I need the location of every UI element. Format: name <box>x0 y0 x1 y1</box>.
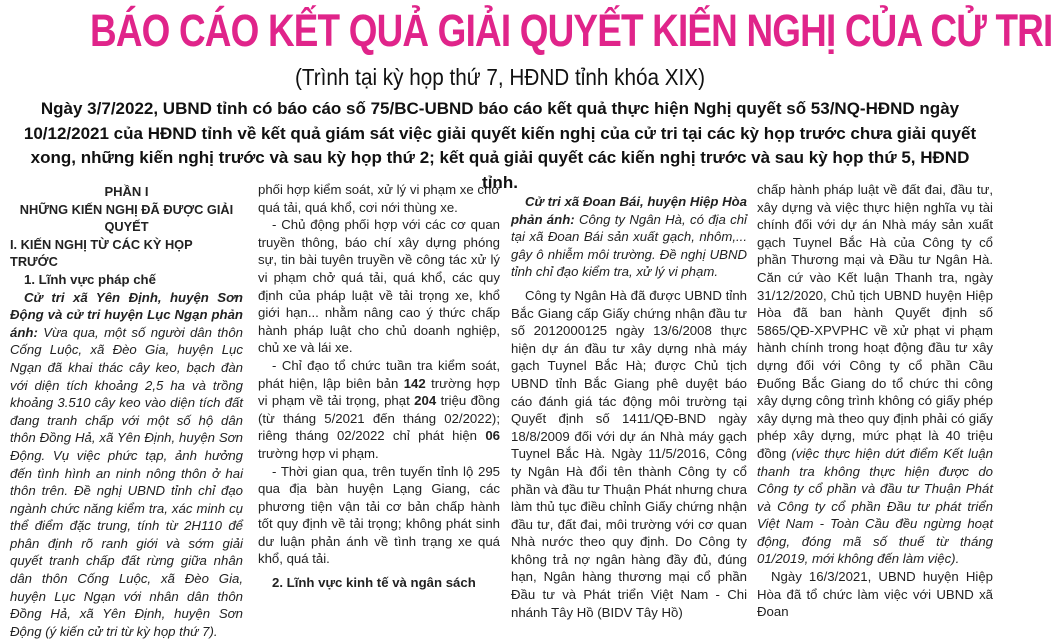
text: - Chỉ đạo tổ chức tuần tra kiểm soát, phát hiện, lập biên bản <box>258 357 500 391</box>
subsection-heading-legal: 1. Lĩnh vực pháp chế <box>24 271 156 287</box>
text: chấp hành pháp luật về đất đai, đầu tư, xây dựng và việc thực hiện nghĩa vụ tài chính đối với dự án Nhà máy sản xuất gạch Tuynel Bắc Hà của Công ty cổ phần Thương mại và Đầu tư Ngân Hà. Căn cứ vào Kết luận Thanh tra, ngày 31/12/2020, Chủ tịch UBND huyện Hiệp Hòa đã ban hành Quyết định số 5865/QĐ-XPVPHC về xử phạt vi phạm hành chính trong hoạt động đầu tư xây dựng đối với Công ty cổ phần Cầu Đuống Bắc Giang do tổ chức thi công xây dựng công trình không có giấy phép xây dựng mà theo quy định phải có giấy phép xây dựng, mức phạt là 40 triệu đồng <box>757 182 993 461</box>
column-3 <box>511 193 747 620</box>
paragraph: - Chủ động phối hợp với các cơ quan truyền thông, báo chí xây dựng phóng sự, tin bài tuyên truyền về công tác xử lý vi phạm chở quá tải, quá khổ, các quy định của pháp luật về tải trọng xe, khổ giới hạn... nhằm nâng cao ý thức chấp hành pháp luật cho chủ doanh nghiệp, chủ xe và lái xe. <box>258 217 500 356</box>
petition-body: Công ty Ngân Hà, có địa chỉ tại xã Đoan Bái sản xuất gạch, nhôm,... gây ô nhiễm môi trường. Đề nghị UBND tỉnh chỉ đạo kiểm tra, xử lý vi phạm. <box>511 211 747 280</box>
paragraph: phối hợp kiểm soát, xử lý vi phạm xe chở quá tải, quá khổ, cơi nới thùng xe. <box>258 182 500 215</box>
count-feb: 06 <box>485 428 500 444</box>
fine-amount: 204 <box>414 393 437 409</box>
paragraph: - Thời gian qua, trên tuyến tỉnh lộ 295 qua địa bàn huyện Lạng Giang, các phương tiện vận tải cơ bản chấp hành tốt quy định về tải trọng; không phát sinh dư luận phản ánh về tình trạng xe quá khổ, quá tải. <box>258 463 500 567</box>
voter-label: Cử tri xã Đoan Bái, huyện Hiệp Hòa phản ánh: <box>511 194 747 227</box>
voter-label: Cử tri xã Yên Định, huyện Sơn Động và cử tri huyện Lục Ngạn phản ánh: <box>10 289 243 340</box>
count-violations: 142 <box>403 375 426 391</box>
italic-note: (việc thực hiện dứt điểm Kết luận thanh tra không thực hiện được do Công ty cổ phần và đầu tư Thuận Phát và Công ty cổ phần Đầu tư phát triển Việt Nam - Toàn Cầu đều ngừng hoạt động, đóng mã số thuế từ tháng 01/2019, mới không đến làm việc). <box>757 445 993 567</box>
part-heading: PHẦN I <box>104 184 149 199</box>
paragraph: Công ty Ngân Hà đã được UBND tỉnh Bắc Giang cấp Giấy chứng nhận đầu tư số 2012000125 ngày 13/6/2008 thực hiện dự án đầu tư xây dựng nhà máy gạch Tuynel Bắc Hà; được Chủ tịch UBND tỉnh Bắc Giang phê duyệt báo cáo đánh giá tác động môi trường tại Quyết định số 1411/QĐ-BND ngày 18/8/2009 đối với dự án Nhà máy gạch Tuynel Bắc Hà. Ngày 11/5/2016, Công ty Ngân Hà đổi tên thành Công ty cổ phần và đầu tư Thuận Phát nhưng chưa làm thủ tục điều chỉnh Giấy chứng nhận đầu tư, đất đai, môi trường với cơ quan Nhà nước theo quy định. Do Công ty không trả nợ ngân hàng đầy đủ, đúng hạn, Ngân hàng thương mại cổ phần Đầu tư và Phát triển Việt Nam - Chi nhánh Tây Hồ (BIDV Tây Hồ) <box>511 287 747 620</box>
section-heading-previous: I. KIẾN NGHỊ TỪ CÁC KỲ HỌP TRƯỚC <box>10 236 193 270</box>
report-title: BÁO CÁO KẾT QUẢ GIẢI QUYẾT KIẾN NGHỊ CỦA CỬ TRI <box>90 5 1052 56</box>
lead-paragraph: Ngày 3/7/2022, UBND tỉnh có báo cáo số 75/BC-UBND báo cáo kết quả thực hiện Nghị quyết số 53/NQ-HĐND ngày 10/12/2021 của HĐND tỉnh về kết quả giám sát việc giải quyết kiến nghị của cử tri tại các kỳ họp trước chưa giải quyết xong, những kiến nghị trước và sau kỳ họp thứ 2; kết quả giải quyết các kiến nghị trước và sau kỳ họp thứ 5, HĐND tỉnh. <box>23 99 977 192</box>
text: triệu đồng (từ tháng 5/2021 đến tháng 02/2022); riêng tháng 02/2022 chỉ phát hiện <box>258 393 500 444</box>
text: trường hợp vi phạm về tải trọng, phạt <box>258 375 500 409</box>
subsection-heading-economy: 2. Lĩnh vực kinh tế và ngân sách <box>272 575 476 591</box>
paragraph: Ngày 16/3/2021, UBND huyện Hiệp Hòa đã tổ chức làm việc với UBND xã Đoan <box>757 569 993 620</box>
petition-body: Vừa qua, một số người dân thôn Cống Luộc, xã Đèo Gia, huyện Lục Ngạn đã khai thác cây keo, bạch đàn với diện tích khoảng 2,5 ha và trồng khoảng 3.510 cây keo vào diện tích đất đang tranh chấp với một số hộ dân thôn Đồng Hả, xã Yên Định, huyện Sơn Động. Vụ việc phức tạp, ảnh hưởng đến tình hình an ninh nông thôn ở hai thôn trên. Đề nghị UBND tỉnh chỉ đạo ngành chức năng kiểm tra, xác minh cụ thể điểm đặc trung, tính từ 2H110 để phân định rõ ranh giới và sớm giải quyết tranh chấp đất rừng giữa nhân dân thôn Cống Luộc, xã Đèo Gia, huyện Lục Ngạn với nhân dân thôn Đồng Hả, xã Yên Định, huyện Sơn Động (ý kiến cử tri từ kỳ họp thứ 7). <box>10 324 243 639</box>
column-2 <box>258 181 500 591</box>
section-heading-resolved: NHỮNG KIẾN NGHỊ ĐÃ ĐƯỢC GIẢI QUYẾT <box>19 201 234 235</box>
voter-petition-1 <box>10 289 243 640</box>
report-subtitle: (Trình tại kỳ họp thứ 7, HĐND tỉnh khóa XIX) <box>294 64 706 90</box>
paragraph <box>757 181 993 568</box>
paragraph-violations <box>258 357 500 463</box>
voter-petition-2 <box>511 193 747 281</box>
text: trường hợp vi phạm. <box>258 445 379 461</box>
column-4 <box>757 181 993 620</box>
column-1 <box>10 183 243 639</box>
